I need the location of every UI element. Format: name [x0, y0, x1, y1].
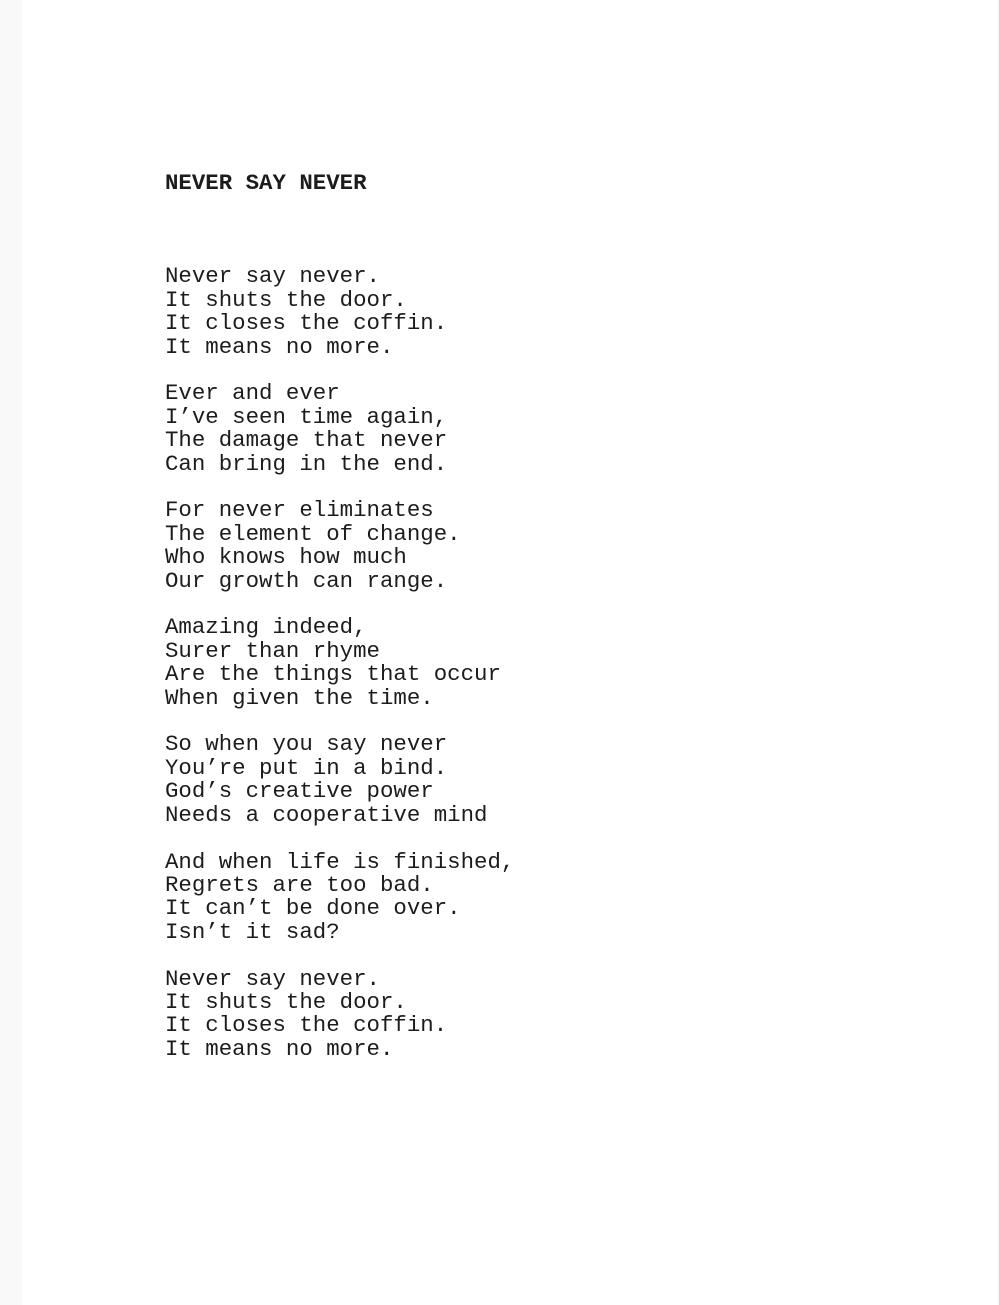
poem-text	[165, 125, 514, 1085]
poem-stanza	[165, 848, 515, 945]
poem-line: Never say never.	[165, 965, 380, 992]
poem-line: Amazing indeed,	[165, 614, 367, 641]
poem-line: It closes the coffin.	[165, 1012, 448, 1039]
poem-line: Regrets are too bad.	[165, 871, 434, 898]
poem-line: Never say never.	[165, 263, 380, 290]
poem-line: Who knows how much	[165, 544, 407, 571]
poem-line: It shuts the door.	[165, 988, 407, 1015]
poem-line: I’ve seen time again,	[165, 403, 448, 430]
poem-line: It means no more.	[165, 1035, 394, 1062]
poem-stanza	[165, 965, 514, 1062]
poem-stanzas	[165, 265, 514, 1061]
poem-line: You’re put in a bind.	[165, 754, 448, 781]
poem-line: Ever and ever	[165, 380, 340, 407]
poem-line: For never eliminates	[165, 497, 434, 524]
poem-line: Our growth can range.	[165, 567, 448, 594]
poem-line: It shuts the door.	[165, 286, 407, 313]
poem-line: Can bring in the end.	[165, 450, 448, 477]
poem-line: It closes the coffin.	[165, 310, 448, 337]
poem-title: NEVER SAY NEVER	[165, 169, 367, 196]
poem-stanza	[165, 733, 514, 827]
poem-line: Surer than rhyme	[165, 637, 380, 664]
poem-line: Needs a cooperative mind	[165, 801, 488, 828]
poem-line: It means no more.	[165, 333, 394, 360]
poem-stanza	[165, 382, 514, 476]
poem-line: God’s creative power	[165, 778, 434, 805]
page-left-margin-strip	[0, 0, 22, 1305]
poem-line: The damage that never	[165, 427, 448, 454]
poem-stanza	[165, 616, 514, 710]
poem-line: When given the time.	[165, 684, 434, 711]
poem-stanza	[165, 265, 514, 359]
poem-line: It can’t be done over.	[165, 895, 461, 922]
poem-line: And when life is finished,	[165, 848, 515, 875]
poem-line: The element of change.	[165, 520, 461, 547]
poem-line: Isn’t it sad?	[165, 918, 340, 945]
poem-stanza	[165, 499, 514, 593]
poem-line: So when you say never	[165, 731, 448, 758]
poem-line: Are the things that occur	[165, 661, 501, 688]
